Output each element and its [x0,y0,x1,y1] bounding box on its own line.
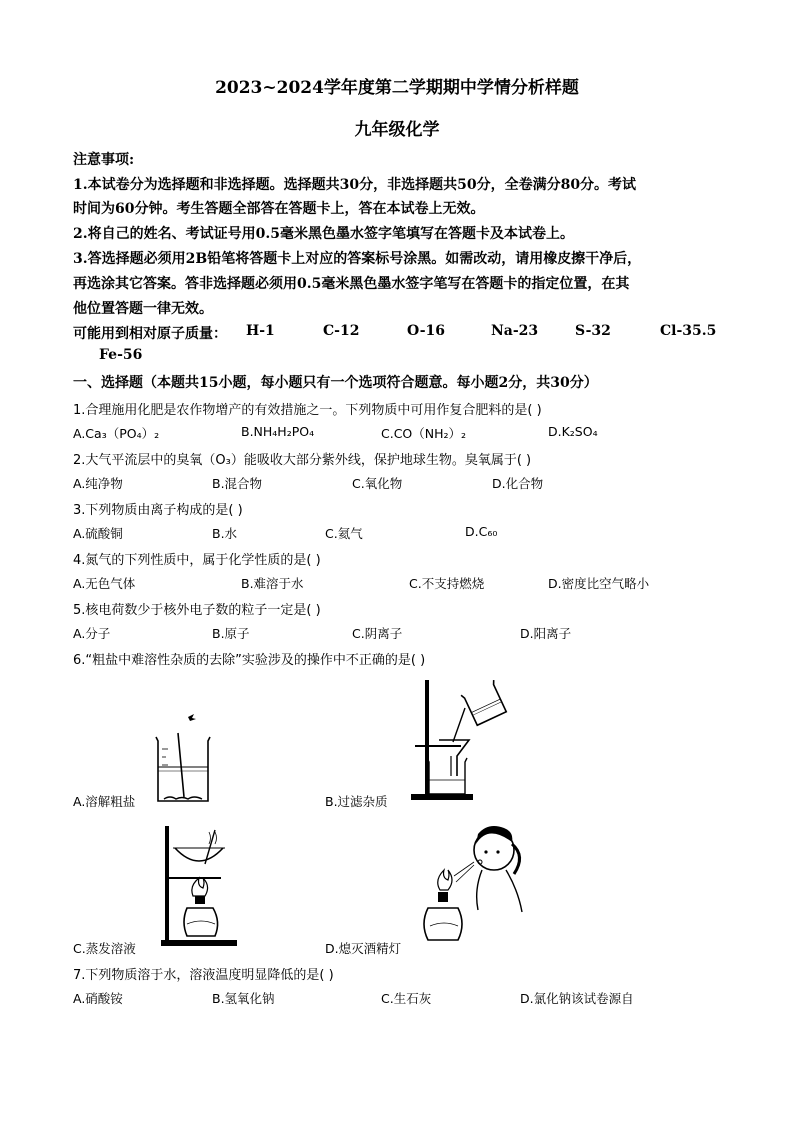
atomic-mass-label: 可能用到相对原子质量： [73,326,227,342]
notice-line-1: 1.本试卷分为选择题和非选择题。选择题共30分，非选择题共50分，全卷满分80分。考试 [73,177,637,193]
option-4b: B.难溶于水 [241,576,304,591]
atomic-mass-item: S-32 [575,323,611,339]
notice-line-4: 3.答选择题必须用2B铅笔将答题卡上对应的答案标号涂黑。如需改动，请用橡皮擦干净后， [73,251,642,267]
atomic-mass-item: Cl-35.5 [660,323,717,339]
notice-line-2: 时间为60分钟。考生答题全部答在答题卡上，答在本试卷上无效。 [73,201,485,217]
option-3d: D.C₆₀ [465,524,498,539]
option-6b: B.过滤杂质 [325,794,388,809]
option-3a: A.硫酸铜 [73,526,123,541]
option-2d: D.化合物 [492,476,544,491]
option-4c: C.不支持燃烧 [409,576,485,591]
question-stem-7: 7.下列物质溶于水，溶液温度明显降低的是( ) [73,968,334,983]
option-1c: C.CO（NH₂）₂ [381,426,467,441]
atomic-mass-item: Fe-56 [99,347,143,363]
section-heading: 一、选择题（本题共15小题，每小题只有一个选项符合题意。每小题2分，共30分） [73,375,598,391]
page-title: 2023~2024学年度第二学期期中学情分析样题 [215,78,579,98]
question-stem-1: 1.合理施用化肥是农作物增产的有效措施之一。下列物质中可用作复合肥料的是( ) [73,403,542,418]
option-5c: C.阴离子 [352,626,403,641]
option-7b: B.氢氧化钠 [212,991,275,1006]
blow-out-lamp-figure [418,820,538,950]
question-stem-6: 6.“粗盐中难溶性杂质的去除”实验涉及的操作中不正确的是( ) [73,653,426,668]
question-stem-4: 4.氮气的下列性质中，属于化学性质的是( ) [73,553,321,568]
option-6d: D.熄灭酒精灯 [325,941,402,956]
page-subtitle: 九年级化学 [354,120,440,140]
option-5d: D.阳离子 [520,626,572,641]
atomic-mass-item: Na-23 [491,323,539,339]
question-stem-2: 2.大气平流层中的臭氧（O₃）能吸收大部分紫外线，保护地球生物。臭氧属于( ) [73,453,532,468]
option-2b: B.混合物 [212,476,263,491]
option-1a: A.Ca₃（PO₄）₂ [73,426,160,441]
notice-line-5: 再选涂其它答案。答非选择题必须用0.5毫米黑色墨水签字笔写在答题卡的指定位置，在其 [73,276,630,292]
notice-line-6: 他位置答题一律无效。 [73,301,213,317]
option-1b: B.NH₄H₂PO₄ [241,424,315,439]
option-1d: D.K₂SO₄ [548,424,598,439]
evaporation-figure [157,822,249,950]
atomic-mass-item: H-1 [246,323,275,339]
option-5a: A.分子 [73,626,111,641]
dissolve-beaker-figure [150,705,214,805]
option-4a: A.无色气体 [73,576,136,591]
question-stem-5: 5.核电荷数少于核外电子数的粒子一定是( ) [73,603,321,618]
option-5b: B.原子 [212,626,250,641]
filtration-figure [405,676,515,806]
atomic-mass-item: O-16 [407,323,446,339]
option-7a: A.硝酸铵 [73,991,123,1006]
option-6c: C.蒸发溶液 [73,941,136,956]
option-6a: A.溶解粗盐 [73,794,136,809]
option-2a: A.纯净物 [73,476,123,491]
option-3b: B.水 [212,526,238,541]
question-stem-3: 3.下列物质由离子构成的是( ) [73,503,243,518]
option-7c: C.生石灰 [381,991,432,1006]
option-7d: D.氯化钠该试卷源自 [520,991,634,1006]
notice-line-3: 2.将自己的姓名、考试证号用0.5毫米黑色墨水签字笔填写在答题卡及本试卷上。 [73,226,574,242]
option-2c: C.氧化物 [352,476,403,491]
option-4d: D.密度比空气略小 [548,576,650,591]
option-3c: C.氦气 [325,526,363,541]
atomic-mass-item: C-12 [323,323,360,339]
notice-heading: 注意事项: [73,152,135,168]
